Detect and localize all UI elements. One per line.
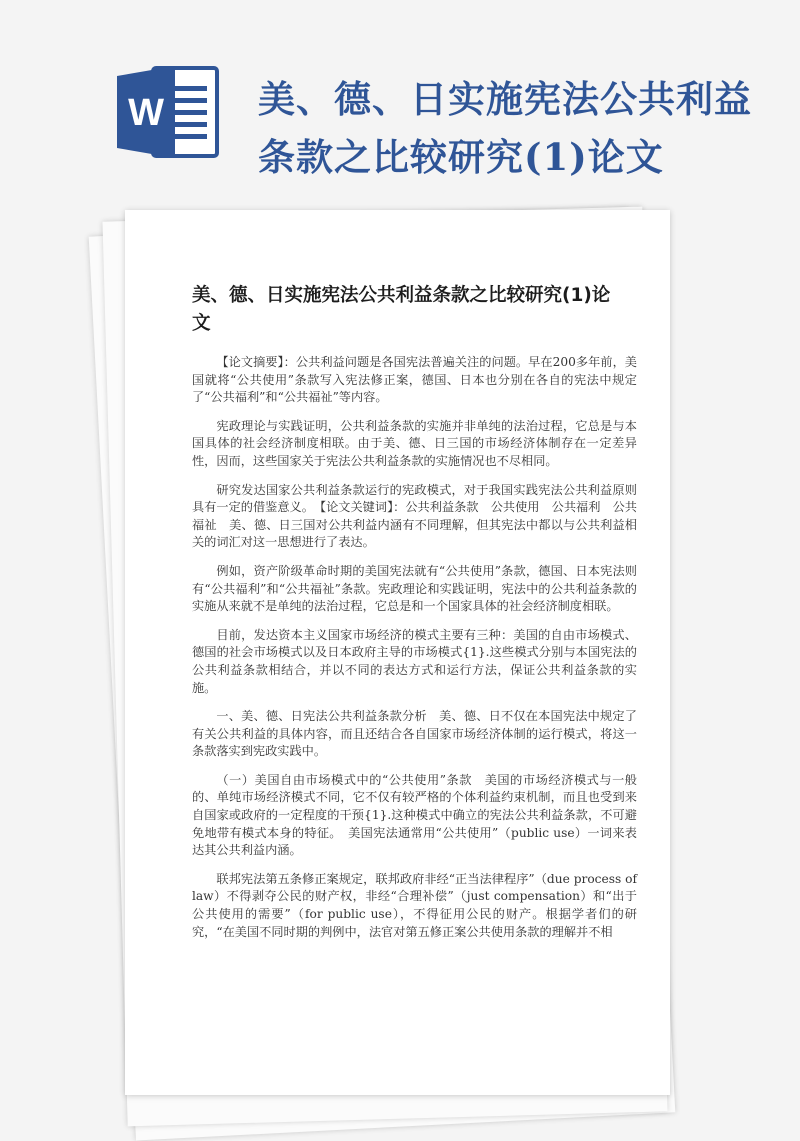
paragraph: （一）美国自由市场模式中的“公共使用”条款 美国的市场经济模式与一般的、单纯市场经济模式不同，它不仅有较严格的个体利益约束机制，而且也受到来自国家或政府的一定程度的干预{1}.这种模式中确立的宪法公共利益条款，不可避免地带有模式本身的特征。 美国宪法通常用“公共使用”（public use）一词来表达其公共利益内涵。 [192,772,637,858]
page-title [192,282,637,338]
paragraph: 【论文摘要】：公共利益问题是各国宪法普遍关注的问题。早在200多年前，美国就将“公共使用”条款写入宪法修正案，德国、日本也分别在各自的宪法中规定了“公共福利”和“公共福祉”等内容。 [192,355,637,405]
banner-title-line-2: 条款之比较研究(1)论文 [258,135,664,179]
page-title-line-2: 文 [192,313,211,334]
header [0,0,800,200]
page-title-line-1: 美、德、日实施宪法公共利益条款之比较研究(1)论 [192,285,611,306]
paragraph: 联邦宪法第五条修正案规定，联邦政府非经“正当法律程序”（due process of law）不得剥夺公民的财产权，非经“合理补偿”（just compensation）和“出于公共使用的需要”（for public use），不得征用公民的财产。根据学者们的研究，“在美国不同时期的判例中，法官对第五修正案公共使用条款的理解并不相 [192,871,637,939]
document-banner-title [258,70,778,186]
document-page [125,210,670,1095]
paragraph: 研究发达国家公共利益条款运行的宪政模式，对于我国实践宪法公共利益原则具有一定的借鉴意义。 【论文关键词】：公共利益条款 公共使用 公共福利 公共福祉 美、德、日三国对公共利益内涵有不同理解，但其宪法中都以与公共利益相关的词汇对这一思想进行了表达。 [192,482,637,550]
paragraph: 宪政理论与实践证明，公共利益条款的实施并非单纯的法治过程，它总是与本国具体的社会经济制度相联。由于美、德、日三国的市场经济体制存在一定差异性，因而，这些国家关于宪法公共利益条款的实施情况也不尽相同。 [192,418,637,468]
paragraph: 例如，资产阶级革命时期的美国宪法就有“公共使用”条款，德国、日本宪法则有“公共福利”和“公共福祉”条款。宪政理论和实践证明，宪法中的公共利益条款的实施从来就不是单纯的法治过程，它总是和一个国家具体的社会经济制度相联。 [192,563,637,614]
paragraph: 目前，发达资本主义国家市场经济的模式主要有三种：美国的自由市场模式、德国的社会市场模式以及日本政府主导的市场模式{1}.这些模式分别与本国宪法的公共利益条款相结合，并以不同的表达方式和运行方法，保证公共利益条款的实施。 [192,627,637,695]
banner-title-line-1: 美、德、日实施宪法公共利益 [258,77,752,121]
document-body [192,354,637,952]
svg-text:W: W [128,92,164,134]
paragraph: 一、美、德、日宪法公共利益条款分析 美、德、日不仅在本国宪法中规定了有关公共利益的具体内容，而且还结合各自国家市场经济体制的运行模式，将这一条款落实到宪政实践中。 [192,709,637,759]
word-document-icon [115,62,223,162]
